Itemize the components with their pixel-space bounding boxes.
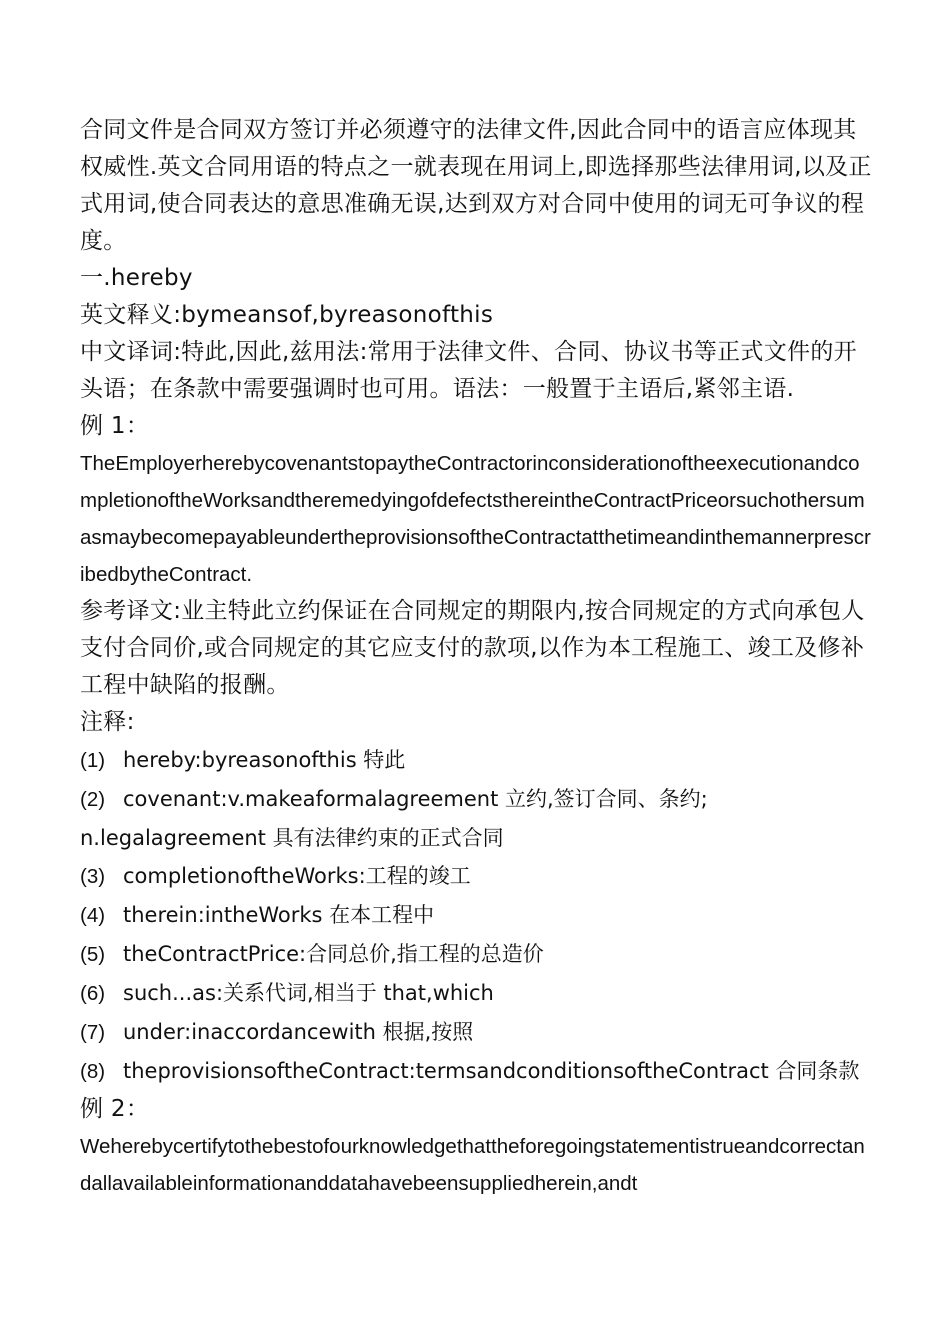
document-page xyxy=(80,112,872,1202)
example-1-translation: 参考译文:业主特此立约保证在合同规定的期限内,按合同规定的方式向承包人支付合同价,或合同规定的其它应支付的款项,以作为本工程施工、竣工及修补工程中缺陷的报酬。 xyxy=(80,598,865,698)
note-text: therein:intheWorks 在本工程中 xyxy=(123,903,435,927)
note-number: (6) xyxy=(80,982,106,1005)
note-text: under:inaccordancewith 根据,按照 xyxy=(123,1020,474,1044)
note-number: (5) xyxy=(80,943,106,966)
note-text: theContractPrice:合同总价,指工程的总造价 xyxy=(123,942,544,966)
note-item xyxy=(80,896,872,935)
note-item xyxy=(80,780,872,857)
note-number: (1) xyxy=(80,749,106,772)
note-text: theprovisionsoftheContract:termsandconditionsoftheContract 合同条款 xyxy=(123,1059,860,1083)
example-1-label: 例 1： xyxy=(80,413,150,439)
note-number: (8) xyxy=(80,1060,106,1083)
note-item xyxy=(80,741,872,780)
note-number: (4) xyxy=(80,904,106,927)
example-2-english: Weherebycertifytothebestofourknowledgethattheforegoingstatementistrueandcorrectandallavailableinformationanddatahavebeensuppliedherein,andt xyxy=(80,1135,865,1195)
section-heading: 一.hereby xyxy=(80,265,193,291)
note-item xyxy=(80,857,872,896)
note-item xyxy=(80,1052,872,1091)
note-number: (7) xyxy=(80,1021,106,1044)
intro-paragraph: 合同文件是合同双方签订并必须遵守的法律文件,因此合同中的语言应体现其权威性.英文合同用语的特点之一就表现在用词上,即选择那些法律用词,以及正式用词,使合同表达的意思准确无误,达到双方对合同中使用的词无可争议的程度。 xyxy=(80,117,872,254)
chinese-definition: 中文译词:特此,因此,兹用法:常用于法律文件、合同、协议书等正式文件的开头语；在条款中需要强调时也可用。语法：一般置于主语后,紧邻主语. xyxy=(80,339,857,402)
english-definition: 英文释义:bymeansof,byreasonofthis xyxy=(80,302,494,328)
note-text: such...as:关系代词,相当于 that,which xyxy=(123,981,494,1005)
note-text: completionoftheWorks:工程的竣工 xyxy=(123,864,471,888)
note-item xyxy=(80,935,872,974)
note-text: hereby:byreasonofthis 特此 xyxy=(123,748,406,772)
note-item xyxy=(80,974,872,1013)
note-number: (3) xyxy=(80,865,106,888)
example-1-english: TheEmployerherebycovenantstopaytheContractorinconsiderationoftheexecutionandcompletionoftheWorksandtheremedyingofdefectsthereintheContractPriceorsuchothersumasmaybecomepayableundertheprovisionsoftheContractatthetimeandinthemannerprescribedbytheContract. xyxy=(80,452,871,586)
note-text: covenant:v.makeaformalagreement 立约,签订合同、条约; n.legalagreement 具有法律约束的正式合同 xyxy=(80,787,708,850)
note-item xyxy=(80,1013,872,1052)
example-2-label: 例 2： xyxy=(80,1096,150,1122)
note-number: (2) xyxy=(80,788,106,811)
notes-list xyxy=(80,741,872,1091)
notes-label: 注释: xyxy=(80,709,135,735)
